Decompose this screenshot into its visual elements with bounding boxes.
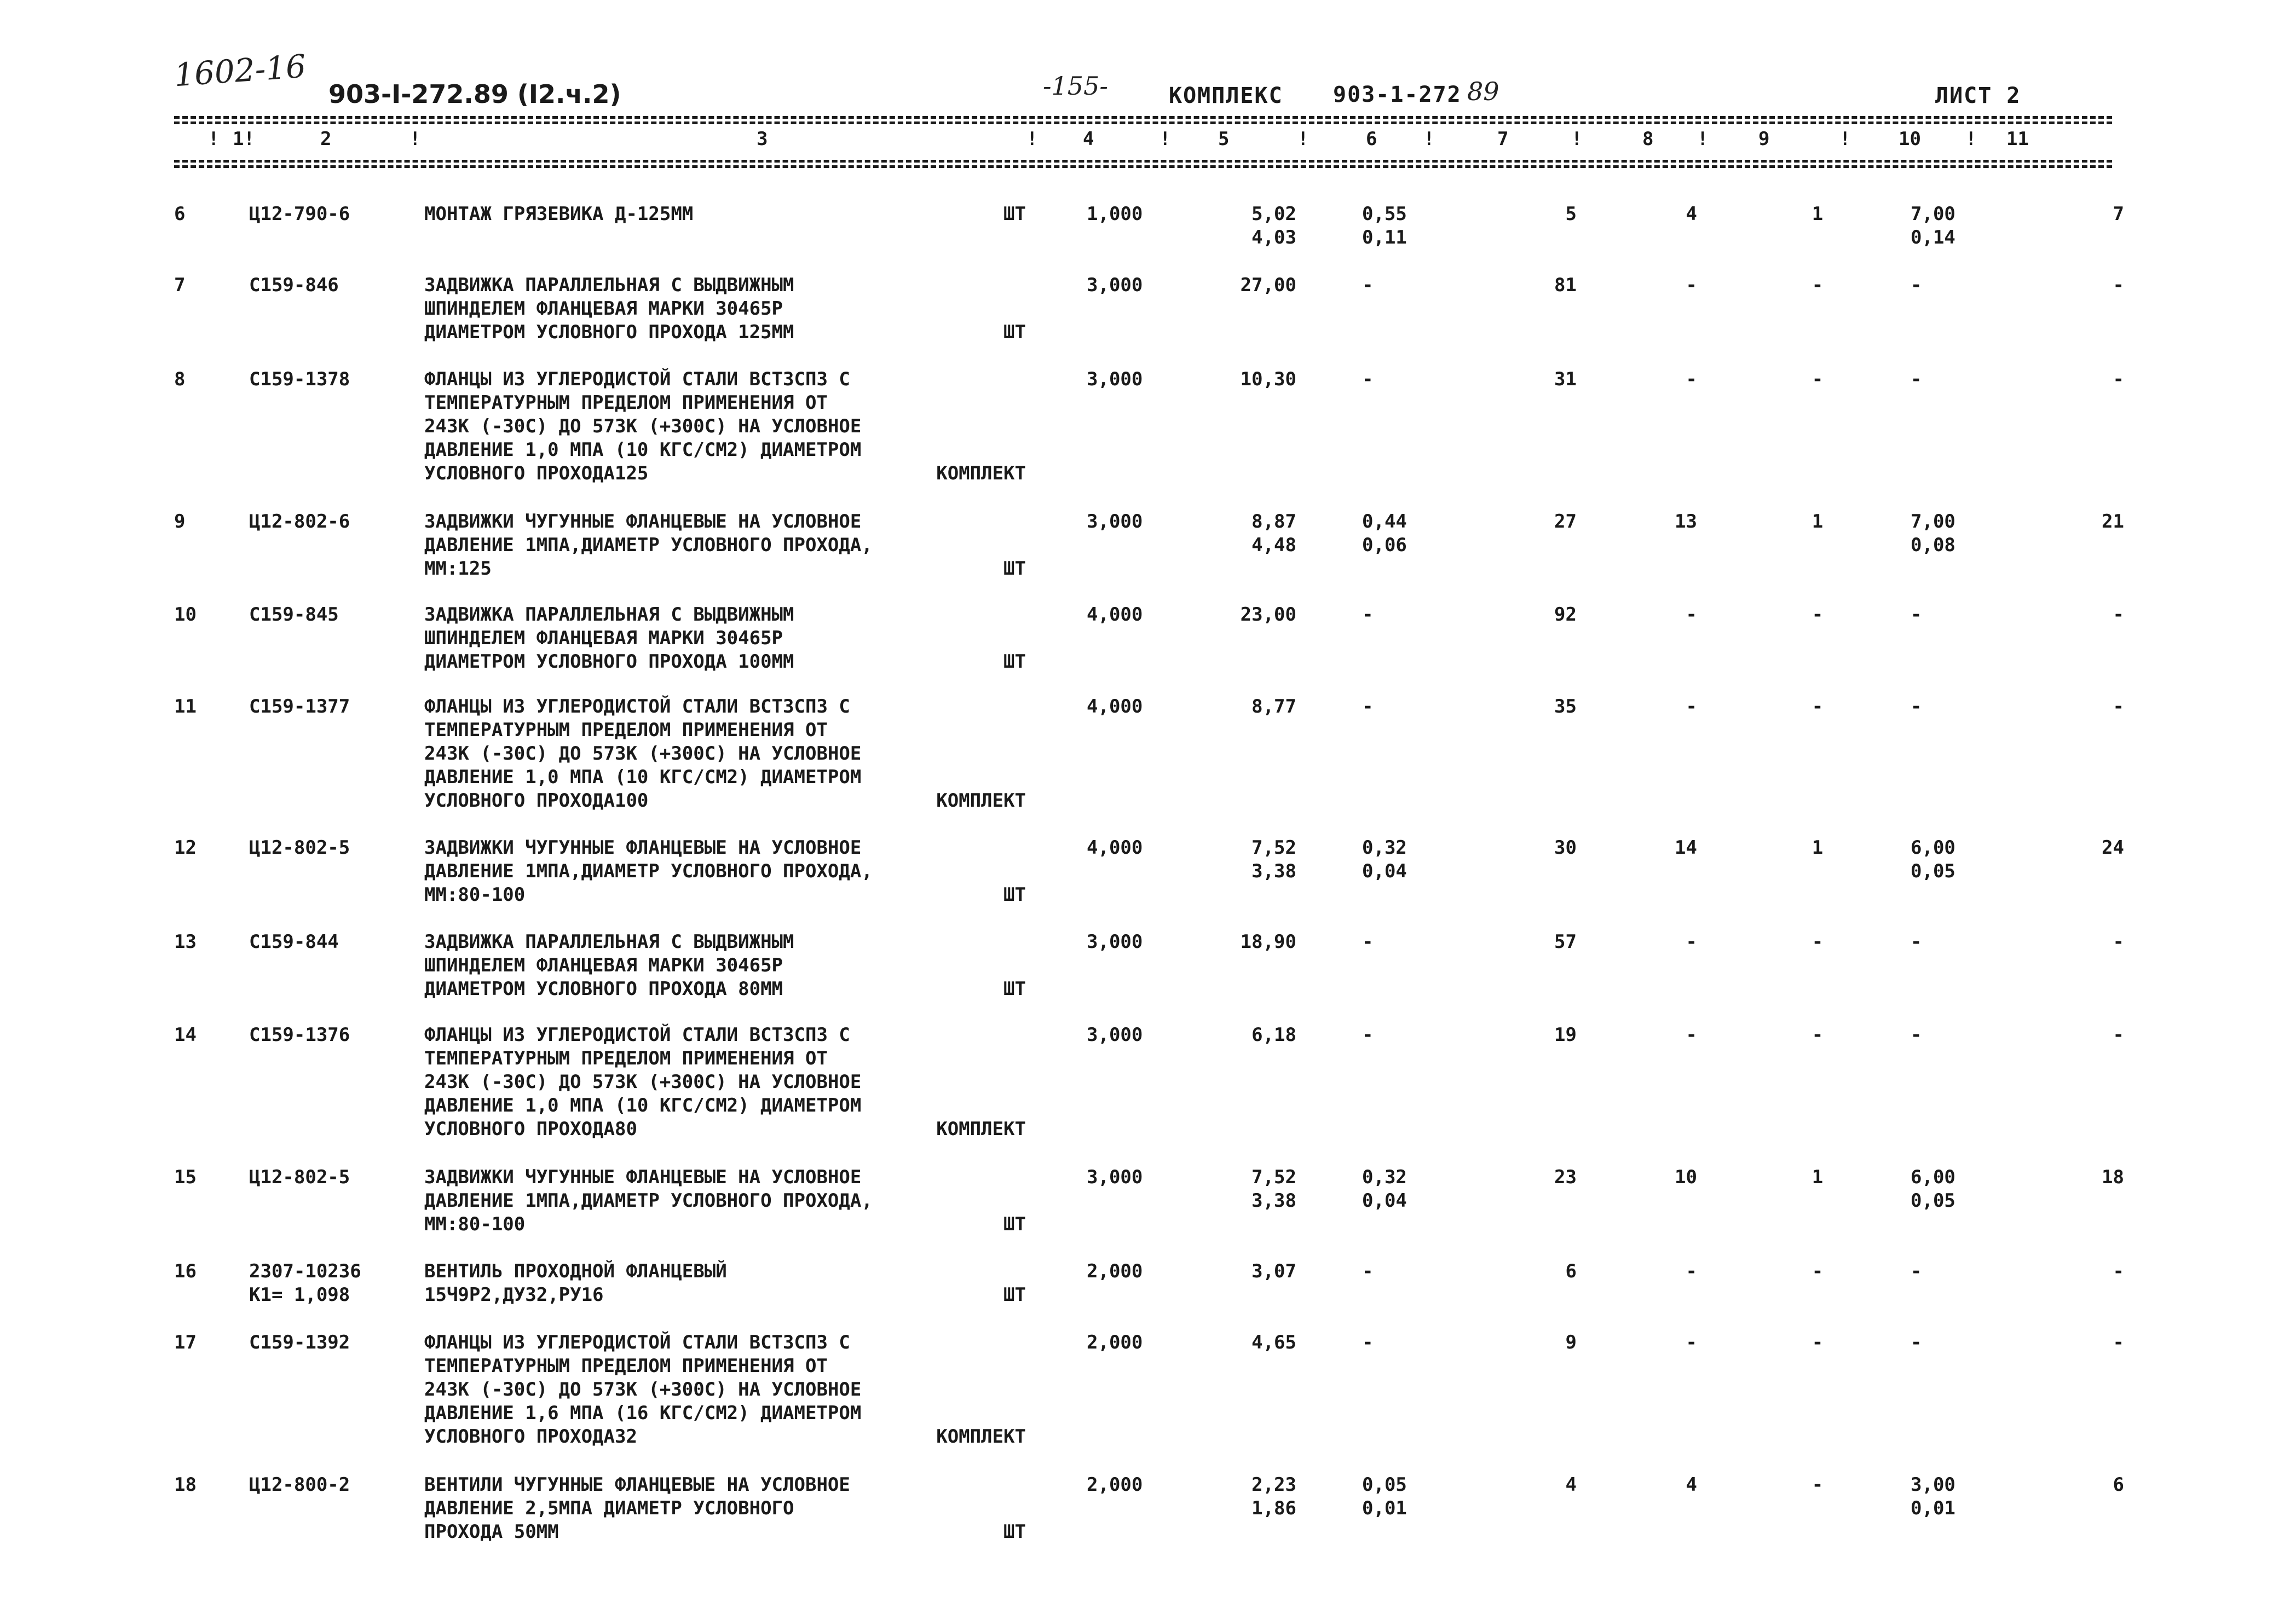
- col11-value: -: [2113, 1024, 2124, 1046]
- col10-value: 7,00: [1911, 203, 1955, 225]
- col5-value: 18,90: [1240, 931, 1296, 953]
- item-code: С159-1376: [249, 1024, 350, 1046]
- header-top-rule-2: [174, 121, 2112, 124]
- item-unit: ШТ: [1003, 651, 1026, 673]
- item-unit: ШТ: [1003, 558, 1026, 580]
- item-description-line: ДАВЛЕНИЕ 1,6 МПА (16 КГС/СМ2) ДИАМЕТРОМ: [424, 1402, 862, 1424]
- item-description-line: ФЛАНЦЫ ИЗ УГЛЕРОДИСТОЙ СТАЛИ ВСТ3СП3 С: [424, 1332, 850, 1353]
- col5-value: 4,65: [1251, 1332, 1296, 1353]
- row-number: 6: [174, 203, 186, 225]
- item-description-line: ММ:80-100: [424, 884, 526, 906]
- col6-value-sub: 0,11: [1362, 227, 1407, 248]
- col6-value: 0,05: [1362, 1474, 1407, 1496]
- item-unit: ШТ: [1003, 1213, 1026, 1235]
- item-quantity: 3,000: [1087, 274, 1143, 296]
- col7-value: 30: [1554, 837, 1577, 859]
- col10-value: 7,00: [1911, 511, 1955, 533]
- col11-value: -: [2113, 696, 2124, 717]
- col6-value: -: [1362, 274, 1374, 296]
- column-number-10: 10: [1899, 128, 1921, 150]
- col6-value: 0,32: [1362, 1166, 1407, 1188]
- col5-value-sub: 3,38: [1251, 860, 1296, 882]
- col5-value: 8,77: [1251, 696, 1296, 717]
- col7-value: 19: [1554, 1024, 1577, 1046]
- item-description-line: ЗАДВИЖКА ПАРАЛЛЕЛЬНАЯ С ВЫДВИЖНЫМ: [424, 604, 794, 626]
- item-description-line: ДАВЛЕНИЕ 1МПА,ДИАМЕТР УСЛОВНОГО ПРОХОДА,: [424, 860, 873, 882]
- handwritten-code: 1602-16: [172, 47, 308, 94]
- item-unit: ШТ: [1003, 884, 1026, 906]
- col10-value: -: [1911, 1024, 1922, 1046]
- col9-value: -: [1812, 696, 1824, 717]
- col5-value: 5,02: [1251, 203, 1296, 225]
- col8-value: 10: [1675, 1166, 1697, 1188]
- item-description-line: ЗАДВИЖКИ ЧУГУННЫЕ ФЛАНЦЕВЫЕ НА УСЛОВНОЕ: [424, 837, 862, 859]
- item-description-line: ФЛАНЦЫ ИЗ УГЛЕРОДИСТОЙ СТАЛИ ВСТ3СП3 С: [424, 368, 850, 390]
- item-description-line: ДИАМЕТРОМ УСЛОВНОГО ПРОХОДА 80ММ: [424, 978, 783, 1000]
- col5-value-sub: 3,38: [1251, 1190, 1296, 1212]
- col9-value: -: [1812, 368, 1824, 390]
- row-number: 9: [174, 511, 186, 533]
- item-quantity: 2,000: [1087, 1474, 1143, 1496]
- item-description-line: ДАВЛЕНИЕ 1,0 МПА (10 КГС/СМ2) ДИАМЕТРОМ: [424, 439, 862, 461]
- item-description-line: ДАВЛЕНИЕ 1,0 МПА (10 КГС/СМ2) ДИАМЕТРОМ: [424, 766, 862, 788]
- col7-value: 23: [1554, 1166, 1577, 1188]
- col10-value: -: [1911, 604, 1922, 626]
- item-quantity: 4,000: [1087, 837, 1143, 859]
- col7-value: 4: [1565, 1474, 1577, 1496]
- item-description-line: 243К (-30С) ДО 573К (+300С) НА УСЛОВНОЕ: [424, 1071, 862, 1093]
- item-quantity: 3,000: [1087, 368, 1143, 390]
- item-code: Ц12-800-2: [249, 1474, 350, 1496]
- item-quantity: 1,000: [1087, 203, 1143, 225]
- column-number-8: 8: [1642, 128, 1654, 150]
- item-quantity: 4,000: [1087, 604, 1143, 626]
- col9-value: -: [1812, 931, 1824, 953]
- item-code: Ц12-802-6: [249, 511, 350, 533]
- item-code: С159-1378: [249, 368, 350, 390]
- item-description-line: ММ:125: [424, 558, 492, 580]
- column-number-4: 4: [1083, 128, 1094, 150]
- col7-value: 35: [1554, 696, 1577, 717]
- item-description-line: ЗАДВИЖКИ ЧУГУННЫЕ ФЛАНЦЕВЫЕ НА УСЛОВНОЕ: [424, 511, 862, 533]
- col10-value: -: [1911, 368, 1922, 390]
- item-description-line: 15Ч9Р2,ДУ32,РУ16: [424, 1284, 604, 1306]
- col7-value: 81: [1554, 274, 1577, 296]
- item-code: С159-846: [249, 274, 339, 296]
- item-unit: КОМПЛЕКТ: [936, 1118, 1026, 1140]
- item-code: С159-1377: [249, 696, 350, 717]
- col6-value-sub: 0,04: [1362, 1190, 1407, 1212]
- col9-value: -: [1812, 1332, 1824, 1353]
- col11-value: 7: [2113, 203, 2124, 225]
- document-code: 903-I-272.89 (I2.ч.2): [328, 79, 621, 109]
- col9-value: -: [1812, 1474, 1824, 1496]
- item-description-line: ТЕМПЕРАТУРНЫМ ПРЕДЕЛОМ ПРИМЕНЕНИЯ ОТ: [424, 392, 828, 414]
- col5-value-sub: 4,48: [1251, 534, 1296, 556]
- item-code: С159-1392: [249, 1332, 350, 1353]
- col8-value: -: [1686, 1024, 1697, 1046]
- col10-value: -: [1911, 931, 1922, 953]
- col10-value-sub: 0,05: [1911, 1190, 1955, 1212]
- row-number: 14: [174, 1024, 197, 1046]
- item-code: Ц12-802-5: [249, 1166, 350, 1188]
- col6-value: -: [1362, 604, 1374, 626]
- col10-value: 3,00: [1911, 1474, 1955, 1496]
- item-description-line: ФЛАНЦЫ ИЗ УГЛЕРОДИСТОЙ СТАЛИ ВСТ3СП3 С: [424, 1024, 850, 1046]
- item-description-line: УСЛОВНОГО ПРОХОДА100: [424, 790, 649, 812]
- column-number-7: 7: [1497, 128, 1509, 150]
- item-description-line: 243К (-30С) ДО 573К (+300С) НА УСЛОВНОЕ: [424, 415, 862, 437]
- header-bottom-rule: [174, 160, 2112, 163]
- col8-value: -: [1686, 368, 1697, 390]
- row-number: 8: [174, 368, 186, 390]
- col5-value: 2,23: [1251, 1474, 1296, 1496]
- complex-year: 89: [1467, 77, 1499, 106]
- col8-value: -: [1686, 274, 1697, 296]
- item-unit: ШТ: [1003, 203, 1026, 225]
- col11-value: 6: [2113, 1474, 2124, 1496]
- col9-value: -: [1812, 1024, 1824, 1046]
- header-bottom-rule-2: [174, 165, 2112, 168]
- col6-value: -: [1362, 931, 1374, 953]
- item-unit: КОМПЛЕКТ: [936, 462, 1026, 484]
- item-description-line: ДАВЛЕНИЕ 1МПА,ДИАМЕТР УСЛОВНОГО ПРОХОДА,: [424, 534, 873, 556]
- col8-value: 13: [1675, 511, 1697, 533]
- col8-value: -: [1686, 1260, 1697, 1282]
- col5-value: 7,52: [1251, 837, 1296, 859]
- row-number: 13: [174, 931, 197, 953]
- col9-value: 1: [1812, 511, 1824, 533]
- column-separator: !: [1026, 128, 1038, 150]
- col10-value: -: [1911, 696, 1922, 717]
- col8-value: -: [1686, 931, 1697, 953]
- page-number: -155-: [1043, 71, 1108, 101]
- col7-value: 5: [1565, 203, 1577, 225]
- col8-value: 14: [1675, 837, 1697, 859]
- column-number-1: 1: [233, 128, 244, 150]
- column-number-6: 6: [1366, 128, 1377, 150]
- item-unit: ШТ: [1003, 1521, 1026, 1543]
- item-quantity: 4,000: [1087, 696, 1143, 717]
- col7-value: 6: [1565, 1260, 1577, 1282]
- col6-value-sub: 0,06: [1362, 534, 1407, 556]
- col10-value: -: [1911, 1332, 1922, 1353]
- col6-value-sub: 0,01: [1362, 1497, 1407, 1519]
- item-description-line: ДИАМЕТРОМ УСЛОВНОГО ПРОХОДА 125ММ: [424, 321, 794, 343]
- col6-value: 0,32: [1362, 837, 1407, 859]
- item-unit: ШТ: [1003, 978, 1026, 1000]
- column-number-3: 3: [757, 128, 768, 150]
- row-number: 12: [174, 837, 197, 859]
- column-number-2: 2: [320, 128, 332, 150]
- col8-value: 4: [1686, 203, 1697, 225]
- item-description-line: ТЕМПЕРАТУРНЫМ ПРЕДЕЛОМ ПРИМЕНЕНИЯ ОТ: [424, 1355, 828, 1377]
- row-number: 7: [174, 274, 186, 296]
- item-code: С159-844: [249, 931, 339, 953]
- column-number-5: 5: [1218, 128, 1230, 150]
- col11-value: -: [2113, 931, 2124, 953]
- item-quantity: 3,000: [1087, 1166, 1143, 1188]
- col10-value: 6,00: [1911, 837, 1955, 859]
- item-description-line: УСЛОВНОГО ПРОХОДА32: [424, 1426, 637, 1448]
- column-number-9: 9: [1758, 128, 1770, 150]
- column-separator: !: [244, 128, 255, 150]
- col7-value: 31: [1554, 368, 1577, 390]
- col11-value: -: [2113, 604, 2124, 626]
- item-description-line: 243К (-30С) ДО 573К (+300С) НА УСЛОВНОЕ: [424, 743, 862, 765]
- item-unit: ШТ: [1003, 1284, 1026, 1306]
- col10-value-sub: 0,14: [1911, 227, 1955, 248]
- row-number: 17: [174, 1332, 197, 1353]
- item-description-line: ПРОХОДА 50ММ: [424, 1521, 559, 1543]
- item-quantity: 3,000: [1087, 931, 1143, 953]
- column-separator: !: [1965, 128, 1977, 150]
- col6-value: -: [1362, 696, 1374, 717]
- item-code: С159-845: [249, 604, 339, 626]
- item-description-line: МОНТАЖ ГРЯЗЕВИКА Д-125ММ: [424, 203, 694, 225]
- item-description-line: УСЛОВНОГО ПРОХОДА80: [424, 1118, 637, 1140]
- column-separator: !: [409, 128, 421, 150]
- col10-value-sub: 0,08: [1911, 534, 1955, 556]
- col5-value: 23,00: [1240, 604, 1296, 626]
- item-unit: КОМПЛЕКТ: [936, 790, 1026, 812]
- col11-value: -: [2113, 368, 2124, 390]
- col11-value: 18: [2102, 1166, 2124, 1188]
- col10-value: 6,00: [1911, 1166, 1955, 1188]
- col6-value: 0,55: [1362, 203, 1407, 225]
- item-description-line: ММ:80-100: [424, 1213, 526, 1235]
- row-number: 16: [174, 1260, 197, 1282]
- item-description-line: ЗАДВИЖКА ПАРАЛЛЕЛЬНАЯ С ВЫДВИЖНЫМ: [424, 274, 794, 296]
- column-separator: !: [1697, 128, 1709, 150]
- column-separator: !: [1423, 128, 1435, 150]
- item-description-line: ШПИНДЕЛЕМ ФЛАНЦЕВАЯ МАРКИ 30465Р: [424, 627, 783, 649]
- item-code: 2307-10236: [249, 1260, 361, 1282]
- item-description-line: ДАВЛЕНИЕ 2,5МПА ДИАМЕТР УСЛОВНОГО: [424, 1497, 794, 1519]
- col5-value: 7,52: [1251, 1166, 1296, 1188]
- row-number: 10: [174, 604, 197, 626]
- item-coefficient: К1= 1,098: [249, 1284, 350, 1306]
- col5-value-sub: 4,03: [1251, 227, 1296, 248]
- col11-value: 24: [2102, 837, 2124, 859]
- col6-value-sub: 0,04: [1362, 860, 1407, 882]
- column-separator: !: [1297, 128, 1309, 150]
- item-unit: ШТ: [1003, 321, 1026, 343]
- column-separator: !: [1839, 128, 1851, 150]
- item-description-line: ТЕМПЕРАТУРНЫМ ПРЕДЕЛОМ ПРИМЕНЕНИЯ ОТ: [424, 719, 828, 741]
- row-number: 11: [174, 696, 197, 717]
- col5-value: 3,07: [1251, 1260, 1296, 1282]
- col11-value: -: [2113, 1332, 2124, 1353]
- item-quantity: 2,000: [1087, 1260, 1143, 1282]
- item-description-line: ДАВЛЕНИЕ 1,0 МПА (10 КГС/СМ2) ДИАМЕТРОМ: [424, 1095, 862, 1116]
- col6-value: -: [1362, 368, 1374, 390]
- item-quantity: 3,000: [1087, 1024, 1143, 1046]
- item-description-line: ВЕНТИЛИ ЧУГУННЫЕ ФЛАНЦЕВЫЕ НА УСЛОВНОЕ: [424, 1474, 850, 1496]
- col5-value: 8,87: [1251, 511, 1296, 533]
- item-unit: КОМПЛЕКТ: [936, 1426, 1026, 1448]
- item-description-line: ШПИНДЕЛЕМ ФЛАНЦЕВАЯ МАРКИ 30465Р: [424, 298, 783, 320]
- item-description-line: ДАВЛЕНИЕ 1МПА,ДИАМЕТР УСЛОВНОГО ПРОХОДА,: [424, 1190, 873, 1212]
- item-description-line: ШПИНДЕЛЕМ ФЛАНЦЕВАЯ МАРКИ 30465Р: [424, 954, 783, 976]
- item-code: Ц12-790-6: [249, 203, 350, 225]
- col9-value: 1: [1812, 1166, 1824, 1188]
- col9-value: -: [1812, 1260, 1824, 1282]
- col11-value: 21: [2102, 511, 2124, 533]
- column-separator: !: [208, 128, 220, 150]
- col6-value: -: [1362, 1332, 1374, 1353]
- column-number-11: 11: [2006, 128, 2029, 150]
- col9-value: -: [1812, 274, 1824, 296]
- item-quantity: 2,000: [1087, 1332, 1143, 1353]
- col10-value-sub: 0,01: [1911, 1497, 1955, 1519]
- complex-label: КОМПЛЕКС: [1169, 83, 1283, 108]
- col11-value: -: [2113, 274, 2124, 296]
- item-code: Ц12-802-5: [249, 837, 350, 859]
- item-quantity: 3,000: [1087, 511, 1143, 533]
- item-description-line: УСЛОВНОГО ПРОХОДА125: [424, 462, 649, 484]
- item-description-line: 243К (-30С) ДО 573К (+300С) НА УСЛОВНОЕ: [424, 1379, 862, 1401]
- item-description-line: ТЕМПЕРАТУРНЫМ ПРЕДЕЛОМ ПРИМЕНЕНИЯ ОТ: [424, 1048, 828, 1069]
- col7-value: 9: [1565, 1332, 1577, 1353]
- col6-value: -: [1362, 1260, 1374, 1282]
- item-description-line: ВЕНТИЛЬ ПРОХОДНОЙ ФЛАНЦЕВЫЙ: [424, 1260, 727, 1282]
- col10-value-sub: 0,05: [1911, 860, 1955, 882]
- col9-value: 1: [1812, 203, 1824, 225]
- col5-value-sub: 1,86: [1251, 1497, 1296, 1519]
- column-separator: !: [1159, 128, 1171, 150]
- col9-value: 1: [1812, 837, 1824, 859]
- col8-value: -: [1686, 604, 1697, 626]
- col5-value: 10,30: [1240, 368, 1296, 390]
- col7-value: 27: [1554, 511, 1577, 533]
- col8-value: 4: [1686, 1474, 1697, 1496]
- col8-value: -: [1686, 1332, 1697, 1353]
- col6-value: 0,44: [1362, 511, 1407, 533]
- complex-code: 903-1-272: [1333, 82, 1462, 107]
- col10-value: -: [1911, 274, 1922, 296]
- item-description-line: ЗАДВИЖКА ПАРАЛЛЕЛЬНАЯ С ВЫДВИЖНЫМ: [424, 931, 794, 953]
- col11-value: -: [2113, 1260, 2124, 1282]
- col7-value: 92: [1554, 604, 1577, 626]
- item-description-line: ФЛАНЦЫ ИЗ УГЛЕРОДИСТОЙ СТАЛИ ВСТ3СП3 С: [424, 696, 850, 717]
- col10-value: -: [1911, 1260, 1922, 1282]
- col6-value: -: [1362, 1024, 1374, 1046]
- header-top-rule: [174, 116, 2112, 119]
- row-number: 18: [174, 1474, 197, 1496]
- col9-value: -: [1812, 604, 1824, 626]
- item-description-line: ЗАДВИЖКИ ЧУГУННЫЕ ФЛАНЦЕВЫЕ НА УСЛОВНОЕ: [424, 1166, 862, 1188]
- sheet-label: ЛИСТ 2: [1935, 83, 2021, 108]
- col5-value: 27,00: [1240, 274, 1296, 296]
- item-description-line: ДИАМЕТРОМ УСЛОВНОГО ПРОХОДА 100ММ: [424, 651, 794, 673]
- col8-value: -: [1686, 696, 1697, 717]
- column-separator: !: [1571, 128, 1583, 150]
- col7-value: 57: [1554, 931, 1577, 953]
- row-number: 15: [174, 1166, 197, 1188]
- col5-value: 6,18: [1251, 1024, 1296, 1046]
